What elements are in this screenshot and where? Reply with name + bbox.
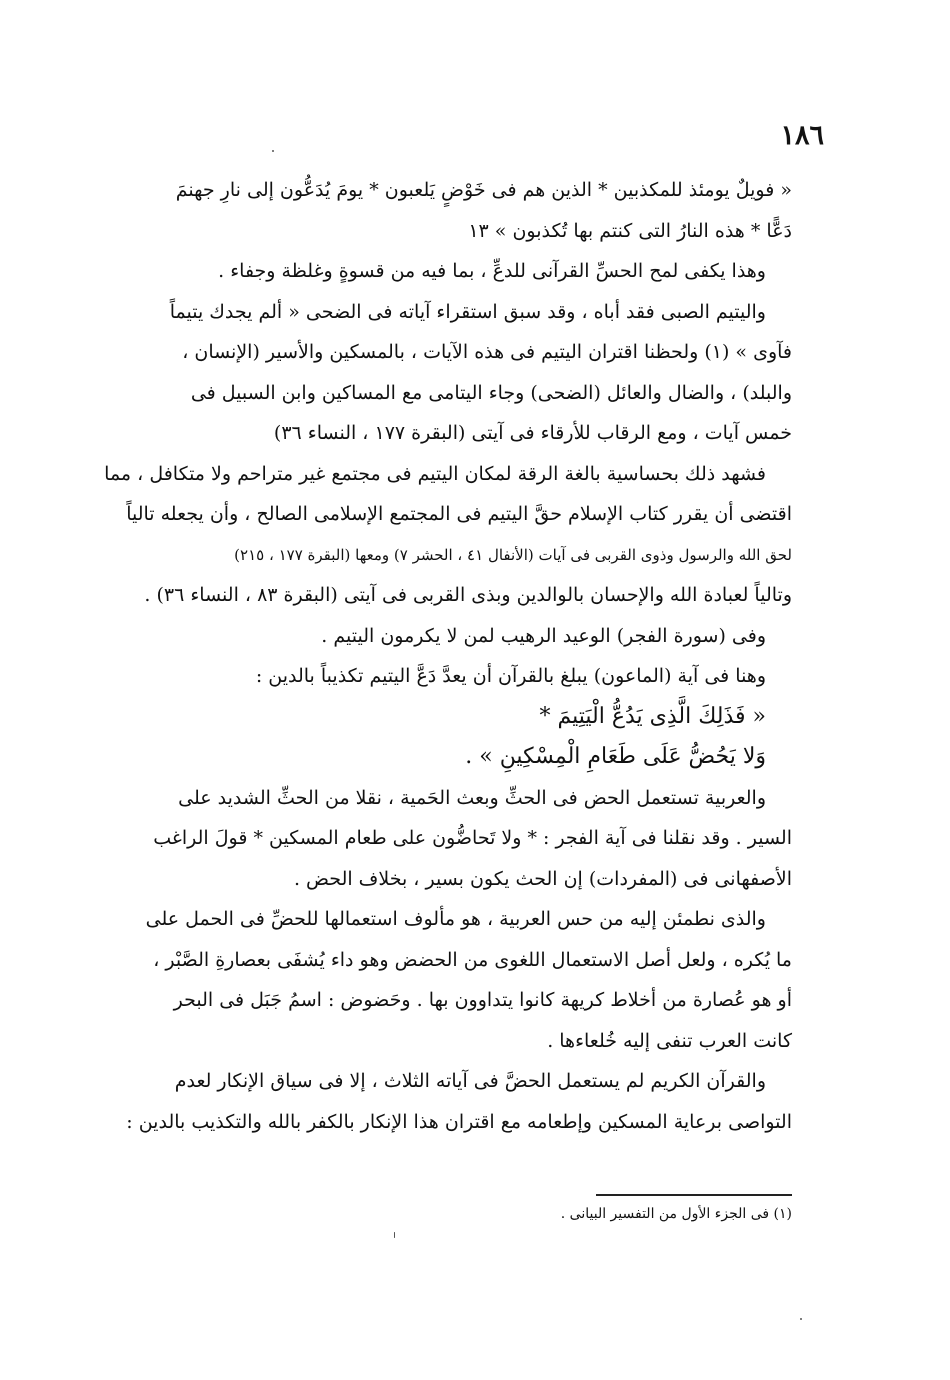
text-line: وتالياً لعبادة الله والإحسان بالوالدين وبذى القربى فى آيتى (البقرة ٨٣ ، النساء ٣٦) . [144, 584, 792, 606]
text-line: « فويلٌ يومئذ للمكذبين * الذين هم فى خَوْضٍ يَلعبون * يومَ يُدَعُّون إلى نارِ جهنمَ [175, 179, 792, 201]
text-line: لحق الله والرسول وذوى القربى فى آيات (الأنفال ٤١ ، الحشر ٧) ومعها (البقرة ١٧٧ ، ٢١٥) [234, 545, 792, 564]
text-line: خمس آيات ، ومع الرقاب للأرقاء فى آيتى (البقرة ١٧٧ ، النساء ٣٦) [273, 422, 792, 444]
body-text [104, 170, 792, 1142]
text-line: فآوى » (١) ولحظنا اقتران اليتيم فى هذه الآيات ، بالمسكين والأسير (الإنسان ، [182, 341, 792, 363]
text-line: التواصى برعاية المسكين وإطعامه مع اقتران هذا الإنكار بالكفر بالله والتكذيب بالدين : [126, 1110, 792, 1133]
text-line: وهذا يكفى لمح الحسِّ القرآنى للدعِّ ، بما فيه من قسوةٍ وغلظة وجفاء . [218, 260, 766, 282]
scan-speck [394, 1232, 395, 1238]
text-line: واليتيم الصبى فقد أباه ، وقد سبق استقراء آياته فى الضحى « ألم يجدك يتيماً [169, 300, 766, 323]
scan-speck [272, 150, 274, 152]
text-line: فشهد ذلك بحساسية بالغة الرقة لمكان اليتيم فى مجتمع غير متراحم ولا متكافل ، مما [104, 462, 766, 485]
text-line: والقرآن الكريم لم يستعمل الحضَّ فى آياته الثلاث ، إلا فى سياق الإنكار لعدم [174, 1070, 766, 1092]
text-line: دَعًّا * هذه النارُ التى كنتم بها تُكذبون » ١٣ [468, 219, 792, 242]
quran-verse-line: « فَذَلِكَ الَّذِى يَدُعُّ الْيَتِيمَ * [539, 703, 766, 729]
text-line: وفى (سورة الفجر) الوعيد الرهيب لمن لا يكرمون اليتيم . [321, 624, 766, 647]
text-line: أو هو عُصارة من أخلاط كريهة كانوا يتداوون بها . وحَضوض : اسمُ جَبَل فى البحر [173, 989, 792, 1011]
text-line: الأصفهانى فى (المفردات) إن الحث يكون بسير ، بخلاف الحض . [293, 867, 792, 890]
text-line: والبلد) ، والضال والعائل (الضحى) وجاء اليتامى مع المساكين وابن السبيل فى [190, 381, 792, 404]
quran-verse-line: وَلا يَحُضُّ عَلَى طَعَامِ الْمِسْكِينِ » . [465, 744, 766, 769]
page-number: ١٨٦ [780, 120, 824, 151]
scan-speck [800, 1318, 802, 1320]
footnote-divider [596, 1194, 792, 1196]
footnote: (١) فى الجزء الأول من التفسير البيانى . [560, 1206, 792, 1222]
text-line: اقتضى أن يقرر كتاب الإسلام حقَّ اليتيم فى المجتمع الإسلامى الصالح ، وأن يجعله تالياً [126, 503, 792, 525]
text-line: والذى نطمئن إليه من حس العربية ، هو مألوف استعمالها للحضِّ فى الحمل على [145, 908, 766, 930]
text-line: وهنا فى آية (الماعون) يبلغ بالقرآن أن يعدَّ دَعَّ اليتيم تكذيباً بالدين : [255, 665, 766, 687]
text-line: ما يُكره ، ولعل أصل الاستعمال اللغوى من الحضض وهو داء يُشفَى بعصارةِ الصَّبْر ، [153, 948, 792, 971]
text-line: كانت العرب تنفى إليه خُلعاءها . [547, 1029, 792, 1052]
text-line: السير . وقد نقلنا فى آية الفجر : * ولا تَحاضُّون على طعام المسكين * قولَ الراغب [153, 827, 792, 849]
text-line: والعربية تستعمل الحض فى الحثِّ وبعث الحَمية ، نقلا من الحثِّ الشديد على [178, 786, 766, 809]
